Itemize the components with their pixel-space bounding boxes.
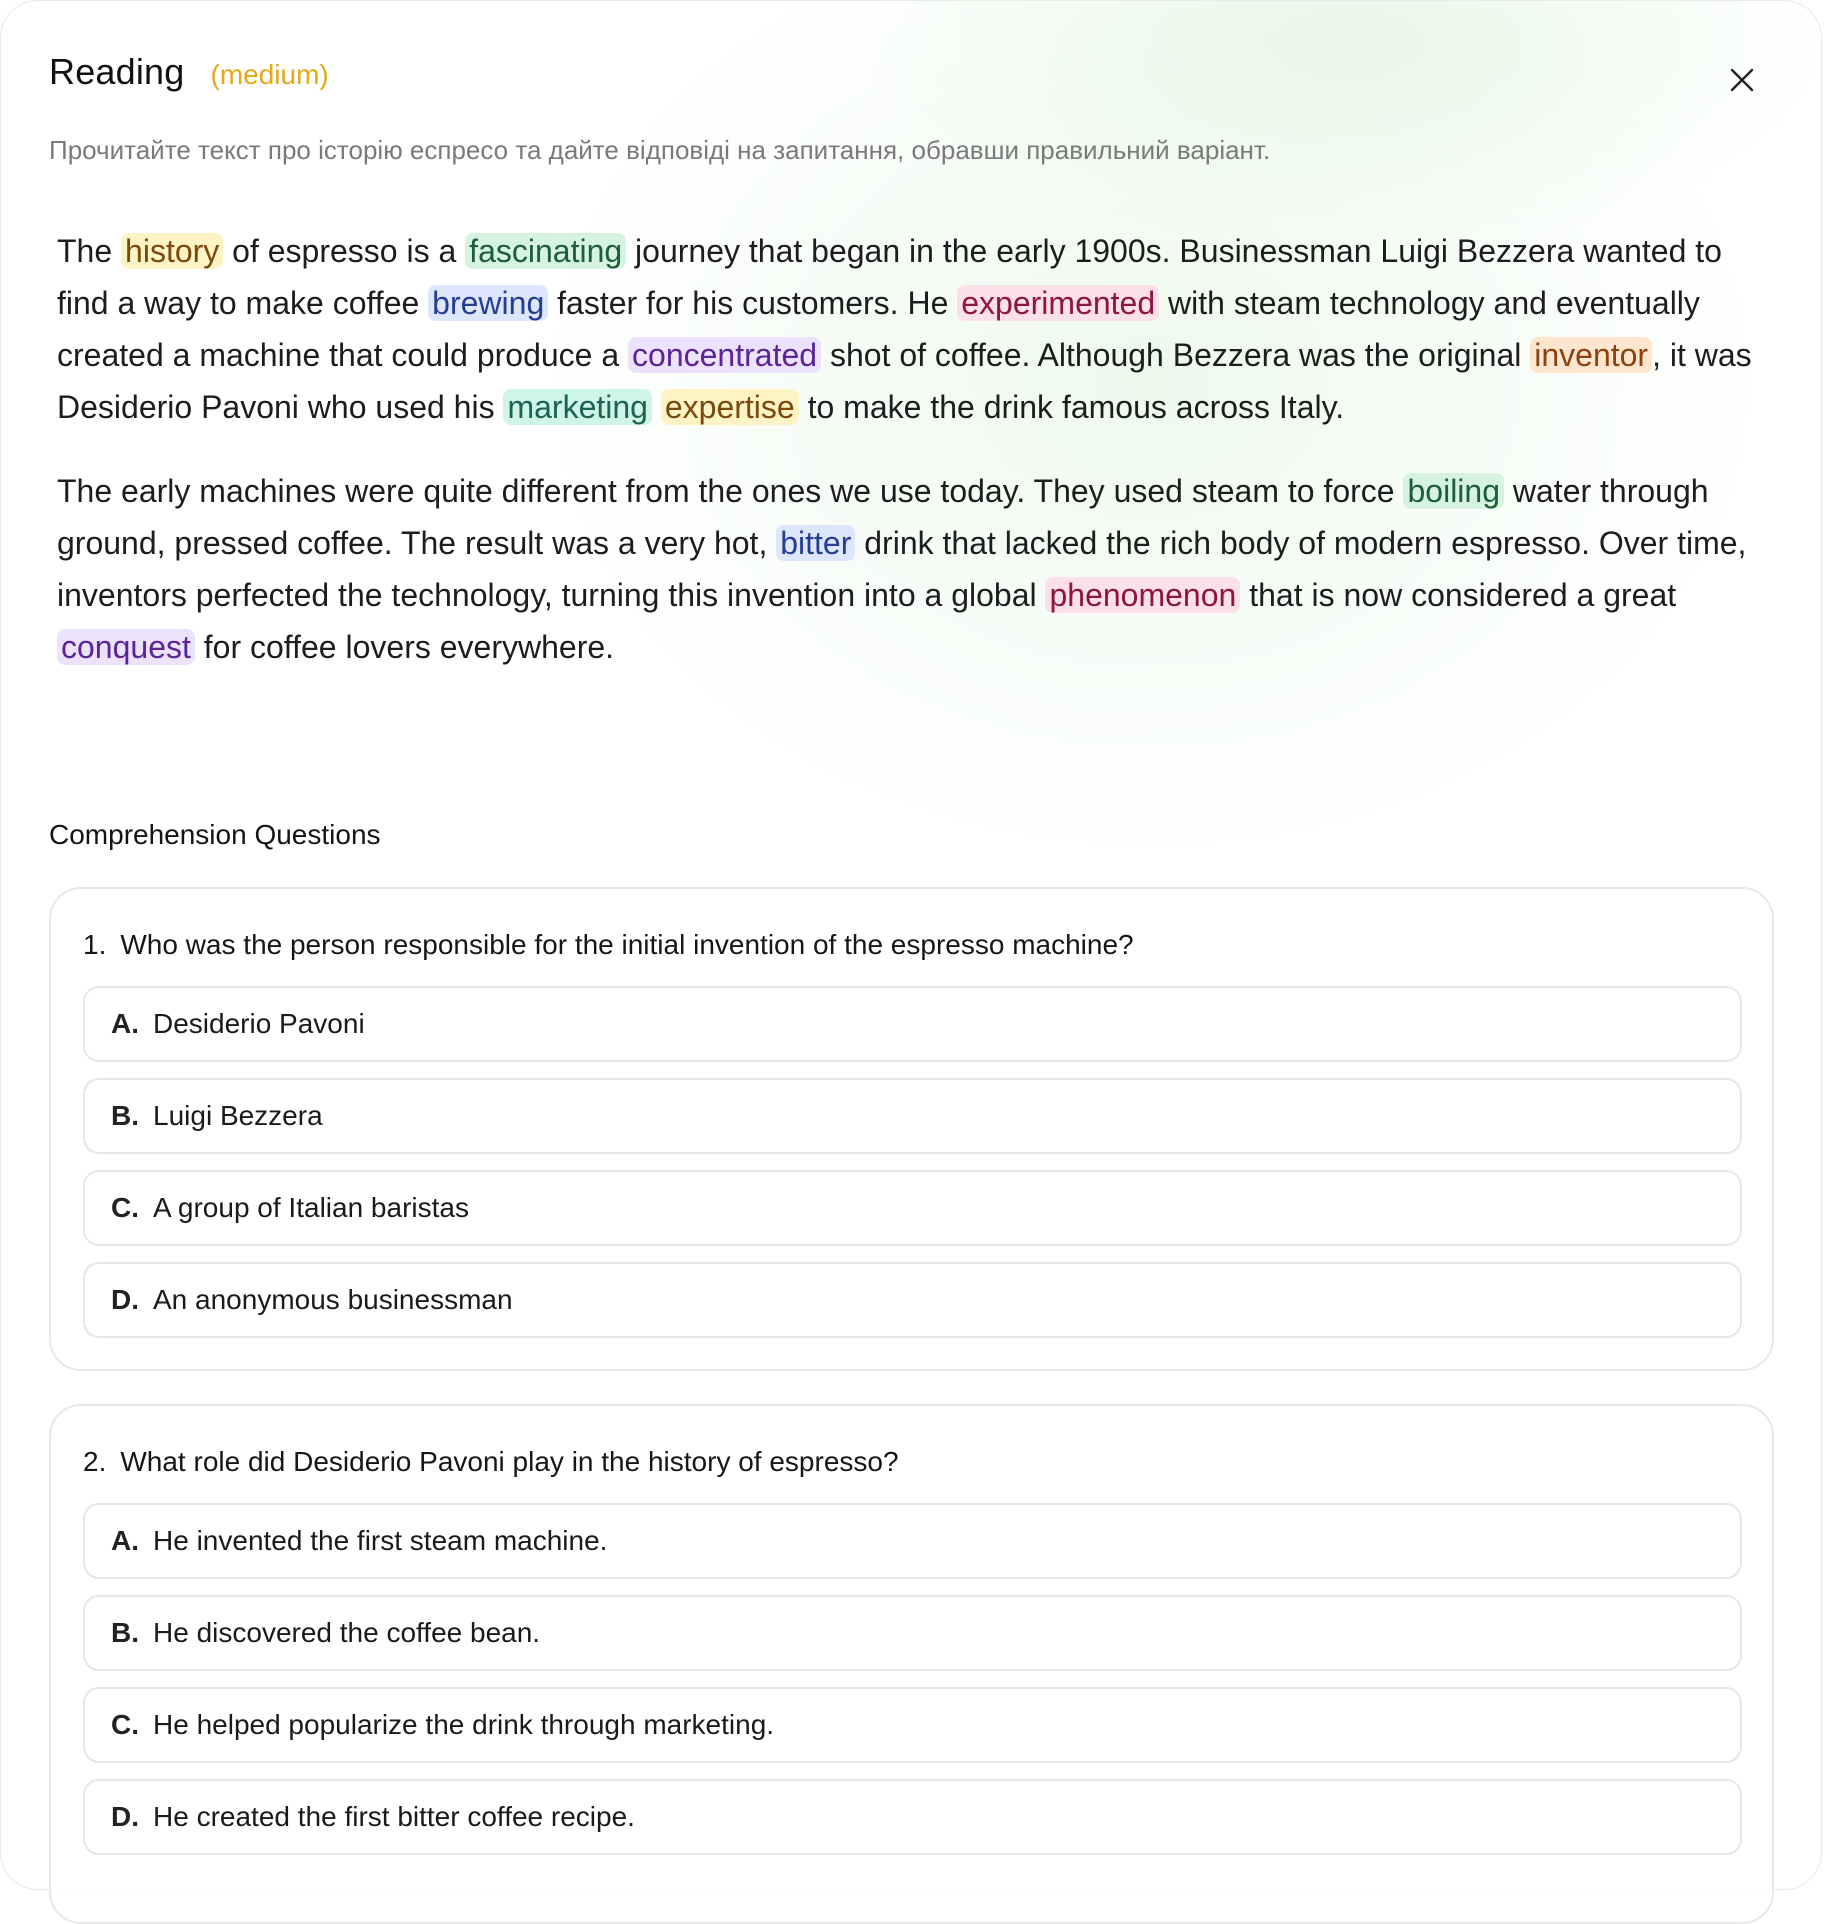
modal-title: Reading [49,51,185,92]
option-letter: C. [111,1192,139,1223]
option-text: He helped popularize the drink through marketing. [153,1709,775,1740]
question-number: 1. [83,929,107,960]
passage-text: journey that began in the early 1900s. Businessman Luigi Bezzera wanted to find a way to make coffee [57,233,1722,321]
vocab-word-highlight[interactable]: conquest [57,629,195,665]
close-button[interactable] [1723,61,1761,99]
answer-option-b[interactable] [83,1078,1742,1154]
option-letter: B. [111,1617,139,1648]
vocab-word-highlight[interactable]: concentrated [628,337,821,373]
instruction-text: Прочитайте текст про історію еспресо та дайте відповіді на запитання, обравши правильний варіант. [49,135,1271,165]
vocab-word-highlight[interactable]: phenomenon [1045,577,1240,613]
question-card [49,887,1774,1371]
questions-section-title: Comprehension Questions [49,819,381,850]
option-letter: A. [111,1008,139,1039]
vocab-word-highlight[interactable]: brewing [428,285,548,321]
option-letter: D. [111,1801,139,1832]
vocab-word-highlight[interactable]: inventor [1530,337,1652,373]
passage-text: , it was Desiderio Pavoni who used his [57,337,1752,425]
option-text: He discovered the coffee bean. [153,1617,541,1648]
option-text: He invented the first steam machine. [153,1525,608,1556]
passage-text: shot of coffee. Although Bezzera was the original [821,337,1531,373]
question-text [83,929,1134,961]
passage-text: The [57,233,122,269]
question-label: Who was the person responsible for the initial invention of the espresso machine? [120,929,1134,960]
option-letter: C. [111,1709,139,1740]
option-letter: D. [111,1284,139,1315]
passage-text: faster for his customers. He [548,285,958,321]
option-text: He created the first bitter coffee recipe. [153,1801,635,1832]
vocab-word-highlight[interactable]: marketing [503,389,652,425]
passage-text [652,389,661,425]
vocab-word-highlight[interactable]: fascinating [465,233,626,269]
passage-text: drink that lacked the rich body of modern espresso. Over time, inventors perfected the technology, turning this invention into a global [57,525,1747,613]
vocab-word-highlight[interactable]: history [121,233,223,269]
modal-header [49,51,329,93]
passage-text: The early machines were quite different from the ones we use today. They used steam to force [57,473,1404,509]
option-letter: A. [111,1525,139,1556]
vocab-word-highlight[interactable]: experimented [957,285,1159,321]
answer-option-b[interactable] [83,1595,1742,1671]
option-text: A group of Italian baristas [153,1192,469,1223]
option-letter: B. [111,1100,139,1131]
passage-text: that is now considered a great [1240,577,1677,613]
question-card [49,1404,1774,1924]
vocab-word-highlight[interactable]: expertise [661,389,799,425]
answer-option-c[interactable] [83,1687,1742,1763]
passage-text: for coffee lovers everywhere. [194,629,615,665]
vocab-word-highlight[interactable]: bitter [776,525,855,561]
option-text: Desiderio Pavoni [153,1008,365,1039]
answer-option-d[interactable] [83,1779,1742,1855]
answer-option-a[interactable] [83,1503,1742,1579]
question-label: What role did Desiderio Pavoni play in the history of espresso? [120,1446,899,1477]
answer-option-d[interactable] [83,1262,1742,1338]
option-text: Luigi Bezzera [153,1100,323,1131]
question-text [83,1446,899,1478]
passage-text: to make the drink famous across Italy. [798,389,1345,425]
question-number: 2. [83,1446,107,1477]
reading-passage [57,225,1777,705]
passage-text: of espresso is a [223,233,466,269]
answer-option-a[interactable] [83,986,1742,1062]
passage-text: water through ground, pressed coffee. The result was a very hot, [57,473,1709,561]
close-icon [1730,68,1754,92]
passage-paragraph-2 [57,465,1777,673]
passage-text: with steam technology and eventually created a machine that could produce a [57,285,1700,373]
vocab-word-highlight[interactable]: boiling [1403,473,1504,509]
option-text: An anonymous businessman [153,1284,513,1315]
passage-paragraph-1 [57,225,1777,433]
answer-option-c[interactable] [83,1170,1742,1246]
difficulty-label: (medium) [210,59,329,90]
